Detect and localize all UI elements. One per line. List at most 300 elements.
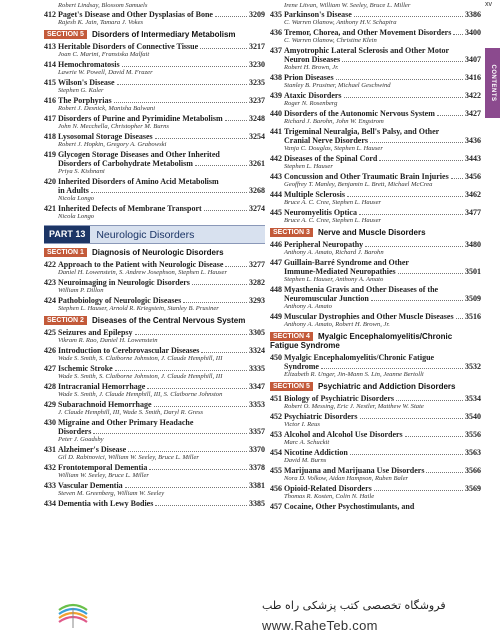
- chapter-number: 428: [44, 382, 56, 391]
- chapter-number: 433: [44, 481, 56, 490]
- chapter-number: 446: [270, 240, 282, 249]
- toc-entry-line: [270, 46, 481, 55]
- chapter-number: 427: [44, 364, 56, 373]
- page-ref: 3427: [465, 109, 481, 118]
- page-ref: 3422: [465, 91, 481, 100]
- chapter-title: Approach to the Patient with Neurologic Disease: [58, 260, 224, 269]
- page-ref: 3293: [249, 296, 265, 305]
- leader-dots: [117, 84, 247, 85]
- section-title-continued: Fatigue Syndrome: [270, 341, 340, 350]
- page-ref: 3385: [249, 499, 265, 508]
- toc-entry-line: [44, 159, 265, 168]
- chapter-number: 438: [270, 73, 282, 82]
- chapter-title: Neuromyelitis Optica: [284, 208, 357, 217]
- entry-authors: C. Warren Olanow, Anthony H.V. Schapira: [284, 19, 397, 26]
- toc-entry-line: [270, 208, 481, 217]
- entry-authors: J. Claude Hemphill, III, Wade S. Smith, Daryl R. Gress: [58, 409, 204, 416]
- toc-entry[interactable]: [270, 412, 481, 429]
- toc-entry-line: [44, 445, 265, 454]
- leader-dots: [204, 210, 247, 211]
- entry-authors: Roger N. Rosenberg: [284, 100, 338, 107]
- toc-entry-line: [44, 204, 265, 213]
- page-ref: 3248: [249, 114, 265, 123]
- chapter-title-continued: Neuron Diseases: [284, 55, 341, 64]
- section-label: SECTION 5: [270, 382, 313, 391]
- page-ref: 3556: [465, 430, 481, 439]
- chapter-title: Hemochromatosis: [58, 60, 120, 69]
- toc-entry[interactable]: [44, 499, 265, 508]
- section-title: Psychiatric and Addiction Disorders: [317, 382, 456, 391]
- page-ref: 3282: [249, 278, 265, 287]
- toc-entry[interactable]: [270, 285, 481, 311]
- entry-authors: Richard J. Barohn, John W. Engstrom: [284, 118, 384, 125]
- leader-dots: [183, 302, 247, 303]
- toc-entry-line: [270, 73, 481, 82]
- section-heading: [270, 332, 481, 350]
- leader-dots: [155, 138, 247, 139]
- leader-dots: [114, 102, 247, 103]
- chapter-title: Disorders of the Autonomic Nervous System: [284, 109, 435, 118]
- toc-entry-line: [270, 190, 481, 199]
- toc-entry-line: [270, 448, 481, 457]
- chapter-title: Alcohol and Alcohol Use Disorders: [284, 430, 403, 439]
- chapter-number: 440: [270, 109, 282, 118]
- page-ref: 3566: [465, 466, 481, 475]
- page-ref: 3540: [465, 412, 481, 421]
- chapter-number: 429: [44, 400, 56, 409]
- chapter-number: 451: [270, 394, 282, 403]
- toc-entry[interactable]: [270, 46, 481, 72]
- entry-authors: Gil D. Rabinovici, William W. Seeley, Bruce L. Miller: [58, 454, 199, 461]
- page-ref: 3347: [249, 382, 265, 391]
- entry-authors: Bruce A. C. Cree, Stephen L. Hauser: [284, 217, 382, 224]
- toc-entry-line: [270, 258, 481, 267]
- toc-entry-line: [270, 172, 481, 181]
- entry-authors: Robert Lindsay, Blossom Samuels: [58, 2, 148, 9]
- toc-entry[interactable]: [44, 114, 265, 131]
- toc-entry-line: [270, 312, 481, 321]
- entry-authors: Stephen G. Kaler: [58, 87, 104, 94]
- chapter-number: 448: [270, 285, 282, 294]
- chapter-number: 444: [270, 190, 282, 199]
- entry-authors: Priya S. Kishnani: [58, 168, 105, 175]
- entry-authors: Wade S. Smith, S. Claiborne Johnston, J. Claude Hemphill, III: [58, 355, 223, 362]
- entry-authors: C. Warren Olanow, Christine Klein: [284, 37, 377, 44]
- leader-dots: [321, 368, 463, 369]
- chapter-title: Tremor, Chorea, and Other Movement Disorders: [284, 28, 452, 37]
- chapter-title: Parkinson's Disease: [284, 10, 352, 19]
- toc-entry-line: [270, 362, 481, 371]
- toc-entry[interactable]: [270, 127, 481, 153]
- chapter-number: 447: [270, 258, 282, 267]
- toc-entry[interactable]: [44, 418, 265, 444]
- chapter-title-continued: Neuromuscular Junction: [284, 294, 369, 303]
- page-ref: 3230: [249, 60, 265, 69]
- leader-dots: [379, 160, 463, 161]
- section-label: SECTION 3: [270, 228, 313, 237]
- chapter-number: 413: [44, 42, 56, 51]
- page-ref: 3254: [249, 132, 265, 141]
- page-ref: 3443: [465, 154, 481, 163]
- leader-dots: [125, 487, 247, 488]
- toc-entry-line: [270, 240, 481, 249]
- chapter-title-continued: Disorders: [58, 427, 92, 436]
- chapter-number: 432: [44, 463, 56, 472]
- toc-entry-line: [44, 463, 265, 472]
- entry-authors: Joan C. Marini, Fransiska Malfait: [58, 51, 150, 58]
- section-heading: [44, 30, 265, 39]
- chapter-title: Prion Diseases: [284, 73, 334, 82]
- toc-entry[interactable]: [270, 484, 481, 501]
- chapter-title: Wilson's Disease: [58, 78, 115, 87]
- chapter-title: Marijuana and Marijuana Use Disorders: [284, 466, 425, 475]
- chapter-number: 431: [44, 445, 56, 454]
- entry-authors: Victor I. Reus: [284, 421, 320, 428]
- page-ref: 3534: [465, 394, 481, 403]
- chapter-title: The Porphyrias: [58, 96, 112, 105]
- chapter-number: 456: [270, 484, 282, 493]
- toc-entry-line: [270, 109, 481, 118]
- toc-entry-line: [270, 484, 481, 493]
- toc-entry-line: [44, 96, 265, 105]
- section-title: Nerve and Muscle Disorders: [317, 228, 426, 237]
- part-heading: [44, 225, 265, 244]
- section-title: Diagnosis of Neurologic Disorders: [91, 248, 224, 257]
- entry-authors: William W. Seeley, Bruce L. Miller: [58, 472, 149, 479]
- toc-entry-line: [270, 127, 481, 136]
- chapter-title: Myalgic Encephalomyelitis/Chronic Fatigue: [284, 353, 435, 362]
- toc-entry[interactable]: [270, 258, 481, 284]
- page-ref: 3516: [465, 312, 481, 321]
- part-title: Neurologic Disorders: [96, 228, 195, 241]
- chapter-title: Peripheral Neuropathy: [284, 240, 364, 249]
- chapter-title: Amyotrophic Lateral Sclerosis and Other Motor: [284, 46, 450, 55]
- page-ref: 3209: [249, 10, 265, 19]
- chapter-title: Dementia with Lewy Bodies: [58, 499, 154, 508]
- leader-dots: [370, 142, 463, 143]
- toc-entry[interactable]: [44, 78, 265, 95]
- page-ref: 3370: [249, 445, 265, 454]
- section-heading: [44, 316, 265, 325]
- leader-dots: [200, 48, 247, 49]
- chapter-title: Introduction to Cerebrovascular Diseases: [58, 346, 200, 355]
- page-number: xv: [485, 1, 492, 8]
- toc-entry[interactable]: [270, 312, 481, 329]
- book-logo-icon: [56, 598, 90, 632]
- entry-authors: Nicola Longo: [58, 195, 95, 202]
- leader-dots: [195, 165, 247, 166]
- page-ref: 3462: [465, 190, 481, 199]
- entry-authors: Stephen L. Hauser, Anthony A. Amato: [284, 276, 384, 283]
- toc-entry[interactable]: [270, 430, 481, 447]
- toc-entry[interactable]: [270, 73, 481, 90]
- chapter-title: Subarachnoid Hemorrhage: [58, 400, 152, 409]
- toc-entry-line: [270, 55, 481, 64]
- chapter-number: 415: [44, 78, 56, 87]
- chapter-title: Inherited Disorders of Amino Acid Metabolism: [58, 177, 219, 186]
- chapter-title: Alzheimer's Disease: [58, 445, 127, 454]
- chapter-title: Ataxic Disorders: [284, 91, 342, 100]
- chapter-number: 422: [44, 260, 56, 269]
- section-label: SECTION 1: [44, 248, 87, 257]
- leader-dots: [359, 214, 463, 215]
- toc-entry-line: [44, 296, 265, 305]
- chapter-number: 457: [270, 502, 282, 511]
- toc-entry-line: [44, 400, 265, 409]
- toc-entry[interactable]: [270, 502, 481, 511]
- leader-dots: [154, 406, 247, 407]
- page-ref: 3235: [249, 78, 265, 87]
- chapter-title: Inherited Defects of Membrane Transport: [58, 204, 202, 213]
- toc-entry-line: [44, 278, 265, 287]
- contents-tab-label: CONTENTS: [489, 64, 496, 102]
- footer-url-link[interactable]: www.RaheTeb.com: [262, 618, 378, 633]
- section-heading: [270, 228, 481, 237]
- toc-entry[interactable]: [44, 42, 265, 59]
- section-heading: [270, 382, 481, 391]
- chapter-number: 419: [44, 150, 56, 159]
- toc-entry-line: [44, 346, 265, 355]
- leader-dots: [437, 115, 463, 116]
- chapter-title: Heritable Disorders of Connective Tissue: [58, 42, 199, 51]
- section-label: SECTION 4: [270, 332, 313, 341]
- toc-entry[interactable]: [270, 240, 481, 257]
- page-ref: 3456: [465, 172, 481, 181]
- toc-entry[interactable]: [270, 448, 481, 465]
- chapter-title: Frontotemporal Dementia: [58, 463, 148, 472]
- toc-entry[interactable]: [44, 296, 265, 313]
- leader-dots: [396, 400, 463, 401]
- toc-entry-line: [270, 430, 481, 439]
- entry-authors: Wade S. Smith, S. Claiborne Johnston, J. Claude Hemphill, III: [58, 373, 223, 380]
- toc-entry-line: [270, 154, 481, 163]
- chapter-number: 412: [44, 10, 56, 19]
- leader-dots: [192, 284, 247, 285]
- entry-authors: Stanley B. Prusiner, Michael Geschwind: [284, 82, 391, 89]
- leader-dots: [426, 472, 463, 473]
- chapter-title: Cocaine, Other Psychostimulants, and: [284, 502, 415, 511]
- toc-entry-line: [44, 42, 265, 51]
- toc-entry-line: [270, 91, 481, 100]
- section-title: Diseases of the Central Nervous System: [91, 316, 246, 325]
- toc-entry-line: [44, 10, 265, 19]
- page-ref: 3353: [249, 400, 265, 409]
- toc-entry-line: [44, 78, 265, 87]
- chapter-title: Lysosomal Storage Diseases: [58, 132, 153, 141]
- page-ref: 3357: [249, 427, 265, 436]
- leader-dots: [456, 318, 463, 319]
- chapter-number: 421: [44, 204, 56, 213]
- toc-entry-line: [270, 28, 481, 37]
- page-ref: 3261: [249, 159, 265, 168]
- leader-dots: [405, 436, 463, 437]
- chapter-title: Disorders of Purine and Pyrimidine Metabolism: [58, 114, 223, 123]
- chapter-title: Nicotine Addiction: [284, 448, 348, 457]
- page-ref: 3436: [465, 136, 481, 145]
- contents-side-tab[interactable]: [485, 48, 500, 118]
- toc-entry[interactable]: [44, 481, 265, 498]
- toc-entry-line: [270, 294, 481, 303]
- chapter-number: 445: [270, 208, 282, 217]
- chapter-title: Migraine and Other Primary Headache: [58, 418, 194, 427]
- chapter-number: 443: [270, 172, 282, 181]
- page-ref: 3274: [249, 204, 265, 213]
- toc-entry[interactable]: [270, 466, 481, 483]
- toc-entry-line: [270, 10, 481, 19]
- chapter-title: Guillain-Barré Syndrome and Other: [284, 258, 409, 267]
- toc-entry-line: [270, 466, 481, 475]
- toc-entry[interactable]: [270, 10, 481, 27]
- entry-authors: Vikram R. Rao, Daniel H. Lowenstein: [58, 337, 158, 344]
- chapter-title: Intracranial Hemorrhage: [58, 382, 146, 391]
- toc-entry-line: [44, 150, 265, 159]
- chapter-title-continued: Immune-Mediated Neuropathies: [284, 267, 396, 276]
- toc-entry[interactable]: [44, 382, 265, 399]
- entry-authors: William P. Dillon: [58, 287, 104, 294]
- chapter-number: 434: [44, 499, 56, 508]
- entry-authors: Wade S. Smith, J. Claude Hemphill, III, S. Claiborne Johnston: [58, 391, 223, 398]
- page-ref: 3416: [465, 73, 481, 82]
- leader-dots: [155, 505, 247, 506]
- chapter-number: 450: [270, 353, 282, 362]
- chapter-title: Biology of Psychiatric Disorders: [284, 394, 394, 403]
- toc-entry[interactable]: [270, 208, 481, 225]
- entry-authors: Robert J. Hopkin, Gregory A. Grabowski: [58, 141, 167, 148]
- toc-entry[interactable]: [44, 400, 265, 417]
- toc-entry[interactable]: [270, 353, 481, 379]
- entry-authors: Marc A. Schuckit: [284, 439, 330, 446]
- chapter-title: Seizures and Epilepsy: [58, 328, 133, 337]
- page-ref: 3217: [249, 42, 265, 51]
- toc-entry[interactable]: [44, 346, 265, 363]
- toc-entry[interactable]: [270, 394, 481, 411]
- toc-entry-line: [270, 267, 481, 276]
- toc-entry-line: [44, 60, 265, 69]
- section-title: Disorders of Intermediary Metabolism: [91, 30, 236, 39]
- leader-dots: [201, 352, 247, 353]
- section-heading: [44, 248, 265, 257]
- page-ref: 3477: [465, 208, 481, 217]
- toc-entry-line: [44, 114, 265, 123]
- toc-entry[interactable]: [270, 91, 481, 108]
- leader-dots: [344, 97, 463, 98]
- leader-dots: [451, 178, 463, 179]
- toc-entry[interactable]: [270, 109, 481, 126]
- toc-entry-line: [270, 502, 481, 511]
- leader-dots: [122, 66, 247, 67]
- toc-entry-line: [44, 481, 265, 490]
- page-ref: 3569: [465, 484, 481, 493]
- chapter-title: Opioid-Related Disorders: [284, 484, 372, 493]
- entry-authors: Peter J. Goadsby: [58, 436, 104, 443]
- toc-entry[interactable]: [44, 132, 265, 149]
- toc-entry[interactable]: [44, 10, 265, 27]
- leader-dots: [91, 192, 247, 193]
- chapter-title-continued: in Adults: [58, 186, 89, 195]
- entry-authors: Nicola Longo: [58, 213, 95, 220]
- toc-entry[interactable]: [44, 463, 265, 480]
- chapter-title: Pathobiology of Neurologic Diseases: [58, 296, 182, 305]
- part-label: PART 13: [44, 226, 90, 243]
- chapter-number: 430: [44, 418, 56, 427]
- chapter-number: 437: [270, 46, 282, 55]
- entry-authors: Rajesh K. Jain, Tamara J. Vokes: [58, 19, 144, 26]
- toc-entry[interactable]: [44, 150, 265, 176]
- entry-authors: Robert H. Brown, Jr.: [284, 64, 339, 71]
- section-heading-line: [270, 332, 481, 341]
- page-ref: 3407: [465, 55, 481, 64]
- entry-authors: Robert O. Messing, Eric J. Nestler, Matthew W. State: [284, 403, 424, 410]
- toc-entry[interactable]: [44, 177, 265, 203]
- entry-authors: Robert J. Desnick, Manisha Balwani: [58, 105, 156, 112]
- toc-entry-line: [270, 353, 481, 362]
- chapter-number: 426: [44, 346, 56, 355]
- toc-entry-line: [44, 427, 265, 436]
- toc-entry[interactable]: [270, 28, 481, 45]
- page-ref: 3277: [249, 260, 265, 269]
- toc-entry[interactable]: [270, 190, 481, 207]
- leader-dots: [336, 79, 463, 80]
- page-ref: 3324: [249, 346, 265, 355]
- chapter-number: 424: [44, 296, 56, 305]
- toc-entry-line: [44, 364, 265, 373]
- toc-entry[interactable]: [44, 364, 265, 381]
- page-ref: 3480: [465, 240, 481, 249]
- page-ref: 3378: [249, 463, 265, 472]
- chapter-title-continued: Cranial Nerve Disorders: [284, 136, 368, 145]
- leader-dots: [215, 16, 247, 17]
- leader-dots: [225, 120, 247, 121]
- chapter-number: 454: [270, 448, 282, 457]
- chapter-title: Neuroimaging in Neurologic Disorders: [58, 278, 190, 287]
- toc-entry-line: [44, 499, 265, 508]
- chapter-number: 423: [44, 278, 56, 287]
- leader-dots: [93, 433, 247, 434]
- page-ref: 3305: [249, 328, 265, 337]
- chapter-number: 455: [270, 466, 282, 475]
- entry-authors: Geoffrey T. Manley, Benjamin L. Brett, Michael McCrea: [284, 181, 433, 188]
- toc-entry[interactable]: [44, 260, 265, 277]
- page-ref: 3501: [465, 267, 481, 276]
- leader-dots: [225, 266, 247, 267]
- chapter-number: 449: [270, 312, 282, 321]
- chapter-title: Muscular Dystrophies and Other Muscle Diseases: [284, 312, 454, 321]
- entry-authors: Anthony A. Amato, Robert H. Brown, Jr.: [284, 321, 390, 328]
- toc-entry-line: [270, 136, 481, 145]
- chapter-number: 414: [44, 60, 56, 69]
- toc-entry[interactable]: [270, 154, 481, 171]
- toc-entry[interactable]: [44, 278, 265, 295]
- leader-dots: [398, 273, 463, 274]
- toc-entry[interactable]: [270, 172, 481, 189]
- leader-dots: [374, 490, 463, 491]
- toc-entry[interactable]: [44, 96, 265, 113]
- page-ref: 3381: [249, 481, 265, 490]
- toc-entry[interactable]: [44, 328, 265, 345]
- toc-entry[interactable]: [44, 204, 265, 221]
- toc-entry-line: [270, 394, 481, 403]
- chapter-number: 442: [270, 154, 282, 163]
- toc-entry[interactable]: [44, 60, 265, 77]
- leader-dots: [115, 370, 247, 371]
- entry-authors: David M. Burns: [284, 457, 327, 464]
- toc-entry[interactable]: [44, 445, 265, 462]
- toc-entry-line: [44, 132, 265, 141]
- entry-authors: Stephen L. Hauser, Arnold R. Kriegstein, Stanley B. Prusiner: [58, 305, 219, 312]
- leader-dots: [128, 451, 247, 452]
- chapter-title-continued: Disorders of Carbohydrate Metabolism: [58, 159, 193, 168]
- chapter-number: 441: [270, 127, 282, 136]
